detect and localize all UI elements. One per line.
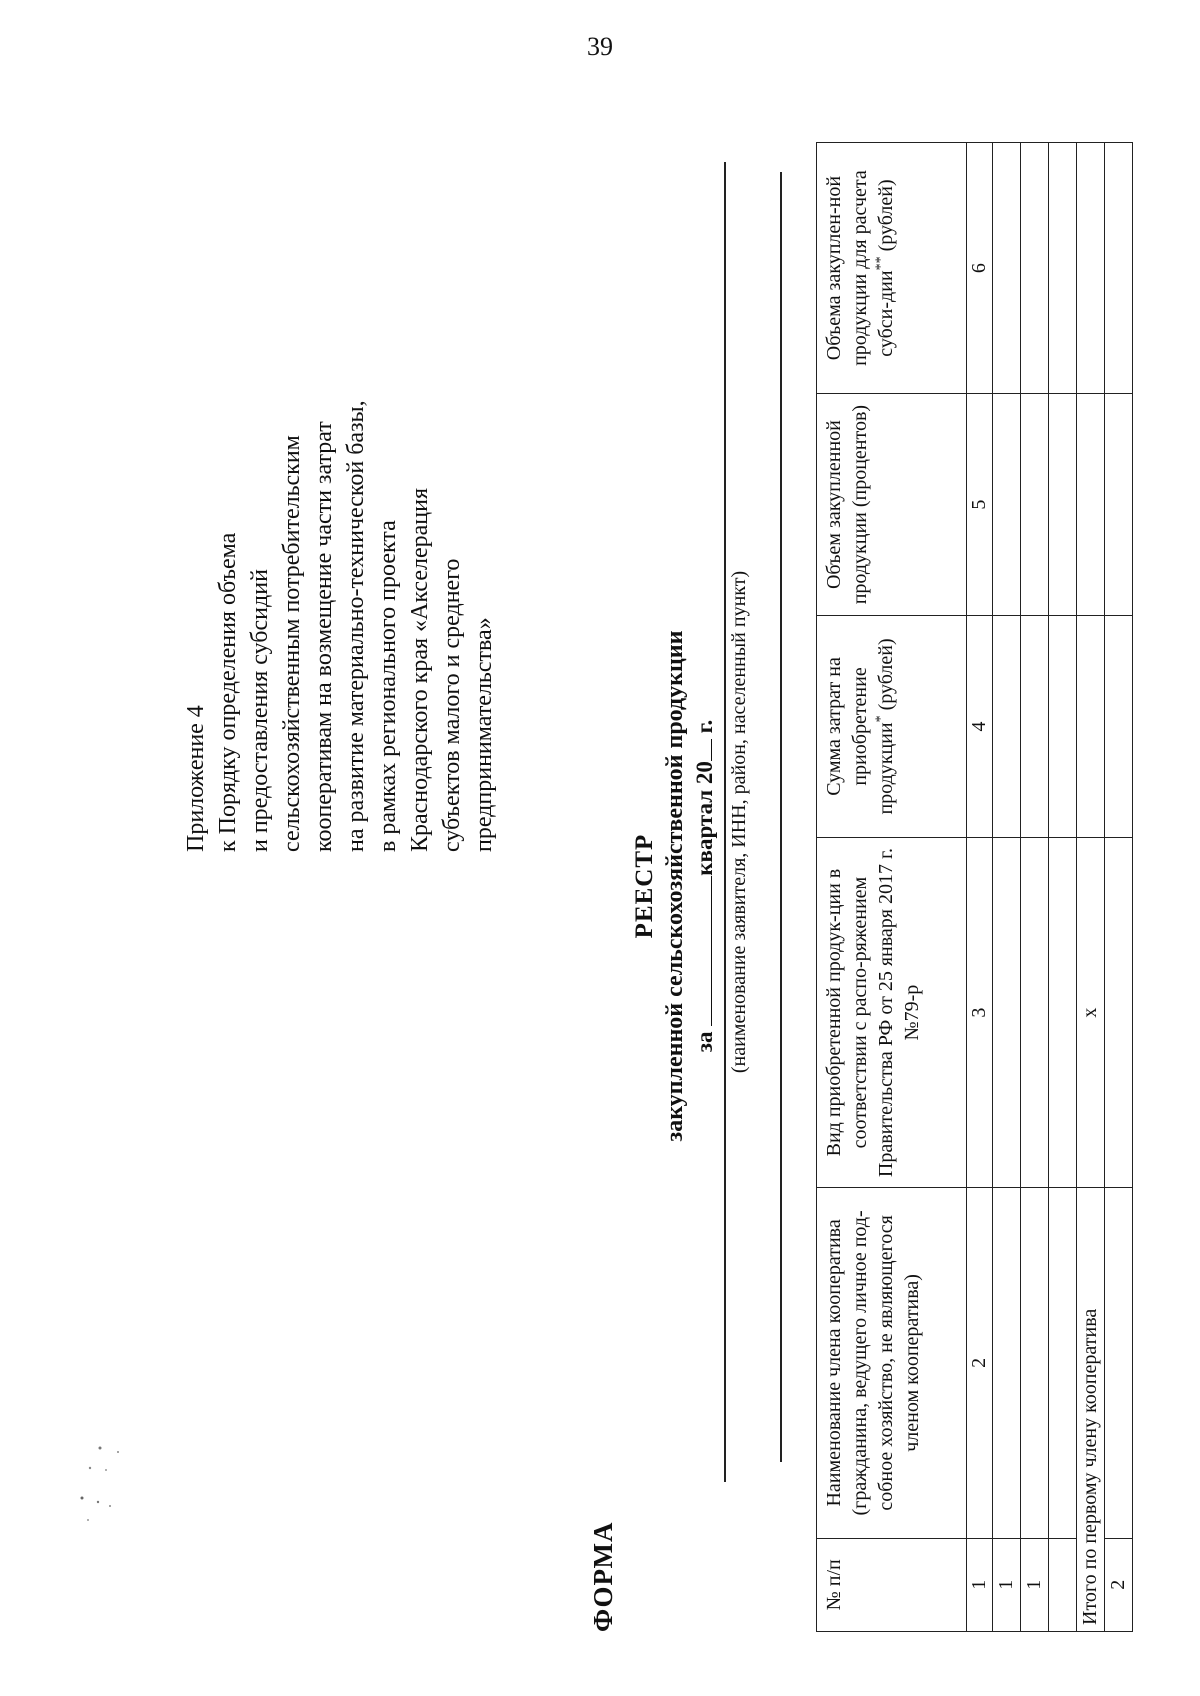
table-cell <box>1021 143 1049 394</box>
subtotal-mark: х <box>1077 837 1105 1187</box>
column-number: 5 <box>967 394 993 616</box>
table-cell <box>1077 616 1105 838</box>
appendix-line: субъектов малого и среднего <box>439 558 465 852</box>
subtotal-label: Итого по первому члену кооператива <box>1077 1188 1105 1632</box>
period-middle: квартал 20 <box>692 761 717 876</box>
subtotal-row <box>1077 143 1105 1632</box>
table-cell <box>1105 1188 1133 1538</box>
appendix-line: в рамках регионального проекта <box>375 520 401 852</box>
appendix-line: к Порядку определения объема <box>215 532 241 852</box>
scan-specks <box>60 1440 170 1530</box>
document-subtitle: закупленной сельскохозяйственной продукции <box>662 630 688 1142</box>
page-number: 39 <box>587 32 613 61</box>
table-cell <box>1021 616 1049 838</box>
header-cost-sum-text: Сумма затрат на приобретение продукции <box>823 657 897 815</box>
table-cell <box>1049 143 1077 394</box>
header-volume-subsidy-unit: (рублей) <box>875 179 897 252</box>
table-row <box>1021 143 1049 1632</box>
table-cell <box>993 837 1021 1187</box>
column-number-row <box>967 143 993 1632</box>
column-number: 2 <box>967 1188 993 1538</box>
appendix-line: предпринимательства» <box>471 617 497 852</box>
column-number: 6 <box>967 143 993 394</box>
table-cell <box>993 616 1021 838</box>
header-number: № п/п <box>817 1538 967 1631</box>
table-cell <box>1021 1188 1049 1538</box>
table-cell <box>1105 837 1133 1187</box>
table-cell <box>1105 143 1133 394</box>
rotated-form-content <box>90 130 1130 1642</box>
header-cost-sum <box>817 616 967 838</box>
period-prefix: за <box>692 1031 717 1053</box>
divider-line <box>780 172 782 1462</box>
table-cell <box>1049 616 1077 838</box>
form-label: ФОРМА <box>588 1521 618 1632</box>
document-title: РЕЕСТР <box>631 833 658 939</box>
period-line <box>690 130 720 1642</box>
table-row <box>1105 143 1133 1632</box>
quarter-blank <box>692 876 712 1026</box>
footnote-mark: * <box>873 715 889 723</box>
header-member-name: Наименование члена кооператива (гражданина, ведущего личное под-собное хозяйство, не являющегося членом кооператива) <box>817 1188 967 1538</box>
table-cell <box>1105 616 1133 838</box>
header-row <box>817 143 967 1632</box>
table-cell <box>993 394 1021 616</box>
row-number <box>1049 1538 1077 1631</box>
registry-table <box>816 142 1133 1632</box>
table-cell <box>993 143 1021 394</box>
appendix-line: Краснодарского края «Акселерация <box>407 487 433 852</box>
year-blank <box>692 739 712 761</box>
header-product-type: Вид приобретенной продук-ции в соответствии с распо-ряжением Правительства РФ от 25 января 2017 г. №79-р <box>817 837 967 1187</box>
table-cell <box>1105 394 1133 616</box>
appendix-line: сельскохозяйственным потребительским <box>279 435 305 852</box>
applicant-caption: (наименование заявителя, ИНН, район, населенный пункт) <box>728 570 750 1074</box>
table-cell <box>1077 143 1105 394</box>
table-cell <box>1021 394 1049 616</box>
appendix-line: Приложение 4 <box>183 705 209 852</box>
appendix-line: на развитие материально-технической базы, <box>343 400 369 852</box>
appendix-block <box>180 292 500 852</box>
table-cell <box>1049 394 1077 616</box>
appendix-line: и предоставления субсидий <box>247 569 273 852</box>
table-cell <box>993 1188 1021 1538</box>
table-cell <box>1049 837 1077 1187</box>
row-number: 1 <box>993 1538 1021 1631</box>
period-suffix: г. <box>692 719 717 734</box>
footnote-mark: ** <box>873 256 889 271</box>
table-cell <box>1049 1188 1077 1538</box>
row-number: 1 <box>1021 1538 1049 1631</box>
header-volume-subsidy-text: Объема закуплен-ной продукции для расчета субси-дии <box>823 170 897 366</box>
table-row <box>993 143 1021 1632</box>
appendix-line: кооперативам на возмещение части затрат <box>311 421 337 852</box>
header-volume-percent: Объем закупленной продукции (процентов) <box>817 394 967 616</box>
table-row <box>1049 143 1077 1632</box>
row-number: 2 <box>1105 1538 1133 1631</box>
header-cost-sum-unit: (рублей) <box>875 638 897 711</box>
applicant-line <box>724 162 726 1482</box>
table-cell <box>1077 394 1105 616</box>
column-number: 1 <box>967 1538 993 1631</box>
column-number: 3 <box>967 837 993 1187</box>
title-block <box>630 130 720 1642</box>
table-cell <box>1021 837 1049 1187</box>
header-volume-subsidy <box>817 143 967 394</box>
column-number: 4 <box>967 616 993 838</box>
